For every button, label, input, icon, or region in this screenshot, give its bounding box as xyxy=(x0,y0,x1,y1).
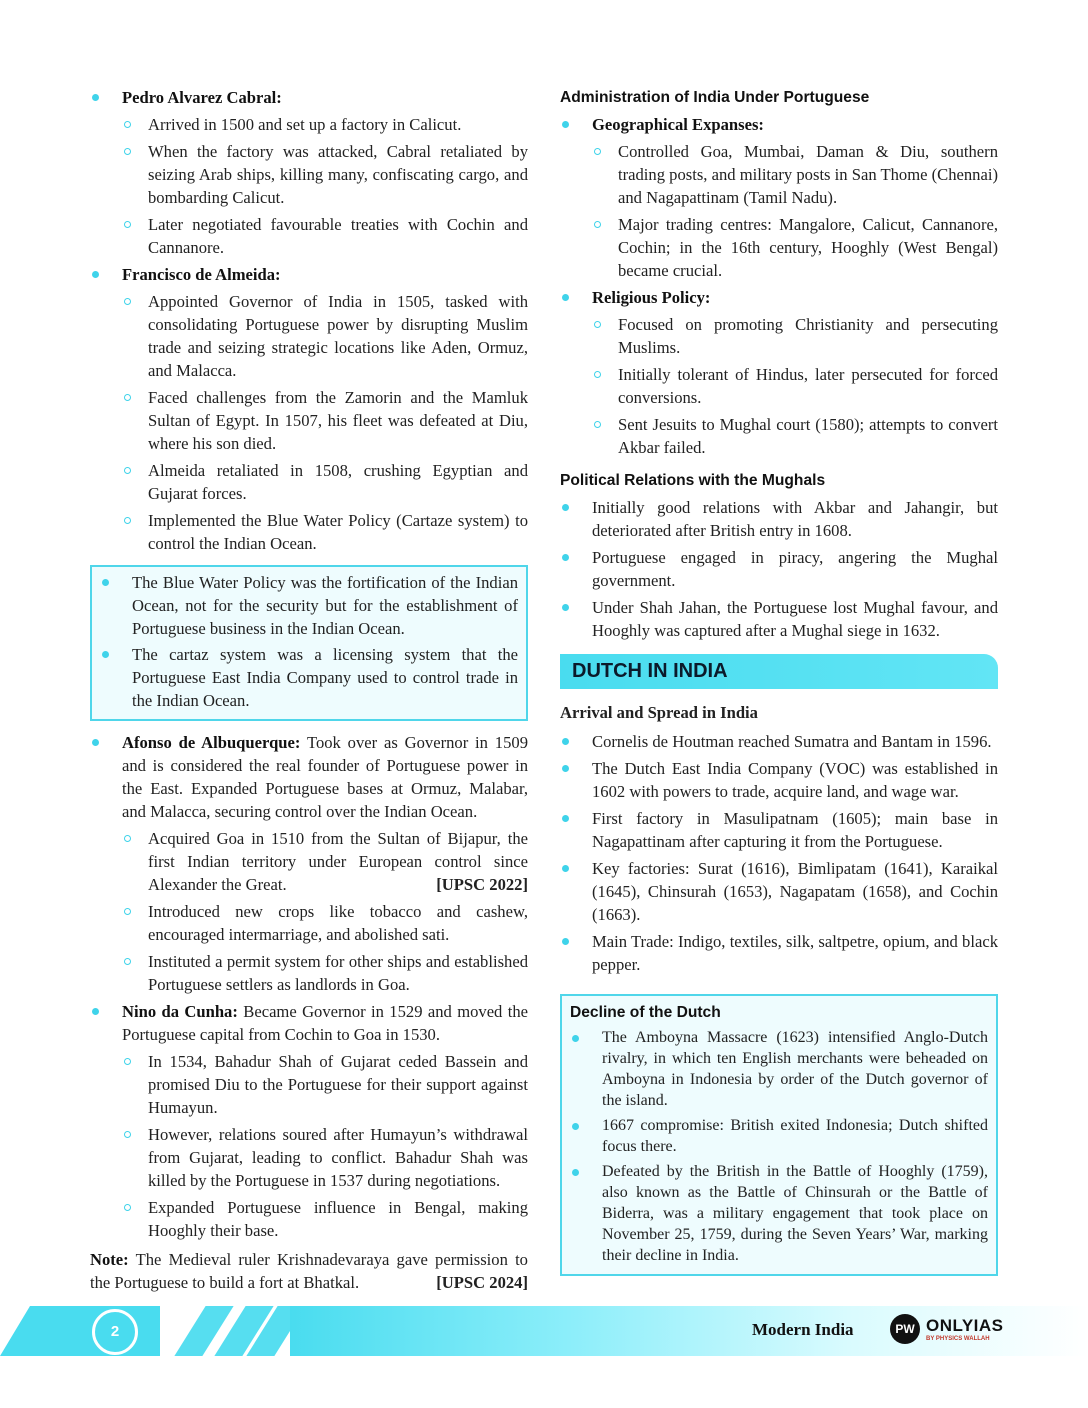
list-item: The cartaz system was a licensing system that the Portuguese East India Company used to control trade in the Indian Ocean. xyxy=(100,643,518,712)
left-column xyxy=(90,86,528,1294)
cunha-sublist xyxy=(122,1050,528,1242)
list-item: Appointed Governor of India in 1505, tasked with consolidating Portuguese power by disrupting Muslim trade and seizing strategic locations like Aden, Ormuz, and Malacca. xyxy=(122,290,528,382)
publisher-logo xyxy=(890,1314,1004,1348)
info-box-list xyxy=(100,571,518,712)
cunha-title: Nino da Cunha: xyxy=(122,1002,238,1021)
religious-sublist xyxy=(592,313,998,459)
decline-list xyxy=(570,1027,988,1266)
list-item: Faced challenges from the Zamorin and the Mamluk Sultan of Egypt. In 1507, his fleet was defeated at Diu, where his son died. xyxy=(122,386,528,455)
list-item: Introduced new crops like tobacco and cashew, encouraged intermarriage, and abolished sati. xyxy=(122,900,528,946)
list-item-religious xyxy=(560,286,998,459)
list-item: In 1534, Bahadur Shah of Gujarat ceded Bassein and promised Diu to the Portuguese for their support against Humayun. xyxy=(122,1050,528,1119)
section-heading-political: Political Relations with the Mughals xyxy=(560,472,826,489)
list-item: Initially good relations with Akbar and Jahangir, but deteriorated after British entry in 1608. xyxy=(560,496,998,542)
list-item-almeida xyxy=(90,263,528,555)
page-footer xyxy=(0,1306,1088,1356)
list-item xyxy=(122,827,528,896)
note-text: The Medieval ruler Krishnadevaraya gave permission to the Portuguese to build a fort at Bhatkal. xyxy=(90,1250,528,1292)
logo-subtext: BY PHYSICS WALLAH xyxy=(926,1336,990,1342)
note-paragraph xyxy=(90,1248,528,1294)
list-item-cunha xyxy=(90,1000,528,1242)
geo-sublist xyxy=(592,140,998,282)
logo-wordmark: ONLYIAS xyxy=(926,1316,1004,1335)
list-item: First factory in Masulipatnam (1605); main base in Nagapattinam after capturing it from the Portuguese. xyxy=(560,807,998,853)
albuquerque-title: Afonso de Albuquerque: xyxy=(122,733,301,752)
left-list xyxy=(90,86,528,555)
almeida-sublist xyxy=(122,290,528,555)
list-item: 1667 compromise: British exited Indonesia; Dutch shifted focus there. xyxy=(570,1115,988,1157)
section-heading-administration: Administration of India Under Portuguese xyxy=(560,89,870,106)
albuquerque-intro: Took over as Governor in 1509 and is considered the real founder of Portuguese power in the East. Expanded Portuguese bases at Ormuz, Malabar, and Malacca, securing control over the Indian Ocean. xyxy=(122,733,528,821)
albuquerque-sublist xyxy=(122,827,528,996)
administration-list xyxy=(560,113,998,459)
list-item: Initially tolerant of Hindus, later persecuted for forced conversions. xyxy=(592,363,998,409)
list-item: Key factories: Surat (1616), Bimlipatam (1641), Karaikal (1645), Chinsurah (1653), Nagapatam (1658), and Cochin (1663). xyxy=(560,857,998,926)
list-item: Portuguese engaged in piracy, angering the Mughal government. xyxy=(560,546,998,592)
upsc-ref: [UPSC 2024] xyxy=(436,1273,528,1292)
list-item: Controlled Goa, Mumbai, Daman & Diu, southern trading posts, and military posts in San Thome (Chennai) and Nagapattinam (Tamil Nadu). xyxy=(592,140,998,209)
cabral-sublist xyxy=(122,113,528,259)
decline-heading: Decline of the Dutch xyxy=(570,1004,721,1021)
list-item: Almeida retaliated in 1508, crushing Egyptian and Gujarat forces. xyxy=(122,459,528,505)
dutch-list xyxy=(560,730,998,976)
list-item: Under Shah Jahan, the Portuguese lost Mughal favour, and Hooghly was captured after a Mughal siege in 1632. xyxy=(560,596,998,642)
blue-water-info-box xyxy=(90,565,528,721)
decline-info-box xyxy=(560,994,998,1276)
list-item: The Dutch East India Company (VOC) was established in 1602 with powers to trade, acquire land, and wage war. xyxy=(560,757,998,803)
list-item-albuquerque xyxy=(90,731,528,996)
list-item: Later negotiated favourable treaties with Cochin and Cannanore. xyxy=(122,213,528,259)
list-item: When the factory was attacked, Cabral retaliated by seizing Arab ships, killing many, confiscating cargo, and bombarding Calicut. xyxy=(122,140,528,209)
list-item: Focused on promoting Christianity and persecuting Muslims. xyxy=(592,313,998,359)
list-item: Main Trade: Indigo, textiles, silk, saltpetre, opium, and black pepper. xyxy=(560,930,998,976)
right-column xyxy=(560,86,998,1276)
almeida-title: Francisco de Almeida: xyxy=(122,265,281,284)
list-item-cabral xyxy=(90,86,528,259)
list-item: Expanded Portuguese influence in Bengal, making Hooghly their base. xyxy=(122,1196,528,1242)
list-item: Defeated by the British in the Battle of Hooghly (1759), also known as the Battle of Chinsurah or the Battle of Biderra, was a military engagement that took place on November 25, 1759, during the Seven Years’ War, marking their decline in India. xyxy=(570,1161,988,1266)
cunha-intro: Became Governor in 1529 and moved the Portuguese capital from Cochin to Goa in 1530. xyxy=(122,1002,529,1044)
religious-title: Religious Policy: xyxy=(592,288,711,307)
geo-title: Geographical Expanses: xyxy=(592,115,764,134)
list-item: Major trading centres: Mangalore, Calicut, Cannanore, Cochin; in the 16th century, Hooghly (West Bengal) became crucial. xyxy=(592,213,998,282)
pw-logo-icon: PW xyxy=(890,1314,920,1344)
list-item: Sent Jesuits to Mughal court (1580); attempts to convert Akbar failed. xyxy=(592,413,998,459)
list-item: Arrived in 1500 and set up a factory in Calicut. xyxy=(122,113,528,136)
list-item: However, relations soured after Humayun’s withdrawal from Gujarat, leading to conflict. Bahadur Shah was killed by the Portuguese in 1537 during negotiations. xyxy=(122,1123,528,1192)
political-list xyxy=(560,496,998,642)
section-heading-arrival: Arrival and Spread in India xyxy=(560,703,758,722)
albuquerque-p1: Acquired Goa in 1510 from the Sultan of Bijapur, the first Indian territory under European control since Alexander the Great. xyxy=(148,829,528,894)
list-item-geographical xyxy=(560,113,998,282)
note-label: Note: xyxy=(90,1250,129,1269)
upsc-ref: [UPSC 2022] xyxy=(436,875,528,894)
page-number: 2 xyxy=(92,1309,138,1355)
cabral-title: Pedro Alvarez Cabral: xyxy=(122,88,282,107)
list-item: Implemented the Blue Water Policy (Cartaze system) to control the Indian Ocean. xyxy=(122,509,528,555)
list-item: Instituted a permit system for other ships and established Portuguese settlers as landlords in Goa. xyxy=(122,950,528,996)
footer-book-title: Modern India xyxy=(752,1320,854,1339)
section-banner-dutch: DUTCH IN INDIA xyxy=(560,654,998,689)
list-item: Cornelis de Houtman reached Sumatra and Bantam in 1596. xyxy=(560,730,998,753)
left-list-2 xyxy=(90,731,528,1242)
list-item: The Blue Water Policy was the fortification of the Indian Ocean, not for the security but for the establishment of Portuguese business in the Indian Ocean. xyxy=(100,571,518,640)
list-item: The Amboyna Massacre (1623) intensified Anglo-Dutch rivalry, in which ten English merchants were beheaded on Amboyna in Indonesia by order of the Dutch governor of the island. xyxy=(570,1027,988,1111)
